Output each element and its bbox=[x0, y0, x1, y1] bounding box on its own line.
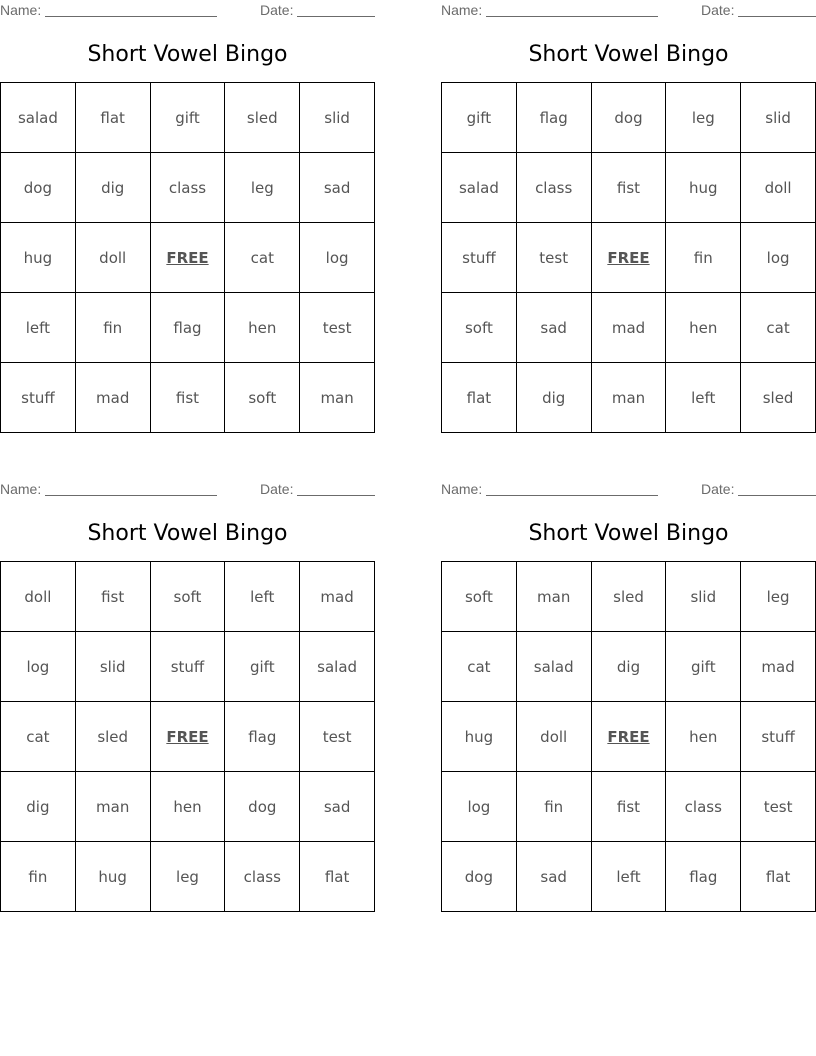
bingo-cell: cat bbox=[442, 632, 517, 702]
bingo-cell: log bbox=[1, 632, 76, 702]
date-label: Date: bbox=[260, 481, 294, 497]
bingo-cell: salad bbox=[1, 83, 76, 153]
bingo-cell: soft bbox=[151, 562, 226, 632]
bingo-cell: stuff bbox=[442, 223, 517, 293]
bingo-cell: stuff bbox=[741, 702, 816, 772]
bingo-cell: hen bbox=[666, 702, 741, 772]
bingo-cell: cat bbox=[741, 293, 816, 363]
bingo-cell: salad bbox=[517, 632, 592, 702]
bingo-cell: mad bbox=[76, 363, 151, 433]
bingo-cell: mad bbox=[741, 632, 816, 702]
card-header bbox=[441, 2, 816, 18]
name-field[interactable] bbox=[486, 495, 658, 496]
bingo-cell: gift bbox=[442, 83, 517, 153]
bingo-cell: fist bbox=[151, 363, 226, 433]
bingo-cell: man bbox=[300, 363, 375, 433]
bingo-cell: sled bbox=[225, 83, 300, 153]
bingo-cell: dog bbox=[442, 842, 517, 912]
bingo-cell: mad bbox=[300, 562, 375, 632]
bingo-card bbox=[0, 0, 375, 432]
bingo-cell: leg bbox=[741, 562, 816, 632]
name-field[interactable] bbox=[45, 495, 217, 496]
bingo-cell: dig bbox=[592, 632, 667, 702]
bingo-cell: soft bbox=[442, 562, 517, 632]
bingo-cell: flag bbox=[517, 83, 592, 153]
bingo-cell: sad bbox=[300, 153, 375, 223]
bingo-grid bbox=[441, 82, 816, 433]
bingo-cell: flag bbox=[666, 842, 741, 912]
bingo-cell: doll bbox=[741, 153, 816, 223]
bingo-cell: soft bbox=[225, 363, 300, 433]
bingo-cell: cat bbox=[225, 223, 300, 293]
bingo-cell: hug bbox=[1, 223, 76, 293]
bingo-cell: leg bbox=[151, 842, 226, 912]
bingo-cell: stuff bbox=[151, 632, 226, 702]
bingo-card bbox=[0, 479, 375, 911]
bingo-cell: test bbox=[517, 223, 592, 293]
bingo-cell: gift bbox=[151, 83, 226, 153]
bingo-cell: slid bbox=[76, 632, 151, 702]
name-label: Name: bbox=[0, 2, 42, 18]
bingo-cell: test bbox=[741, 772, 816, 842]
bingo-cell: log bbox=[300, 223, 375, 293]
bingo-cell: flat bbox=[741, 842, 816, 912]
bingo-cell: mad bbox=[592, 293, 667, 363]
bingo-cell: dig bbox=[76, 153, 151, 223]
bingo-cell: doll bbox=[76, 223, 151, 293]
name-field[interactable] bbox=[45, 16, 217, 17]
bingo-cell: cat bbox=[1, 702, 76, 772]
bingo-cell: flat bbox=[300, 842, 375, 912]
bingo-cell: hen bbox=[666, 293, 741, 363]
bingo-cell: leg bbox=[225, 153, 300, 223]
card-header bbox=[0, 481, 375, 497]
bingo-cell: fist bbox=[76, 562, 151, 632]
date-label: Date: bbox=[701, 481, 735, 497]
bingo-cell: log bbox=[741, 223, 816, 293]
free-space-cell: FREE bbox=[592, 223, 667, 293]
card-title: Short Vowel Bingo bbox=[87, 42, 288, 67]
bingo-cell: slid bbox=[300, 83, 375, 153]
bingo-cell: soft bbox=[442, 293, 517, 363]
free-space-cell: FREE bbox=[592, 702, 667, 772]
bingo-cell: salad bbox=[300, 632, 375, 702]
bingo-cell: test bbox=[300, 702, 375, 772]
card-title: Short Vowel Bingo bbox=[528, 42, 729, 67]
bingo-grid bbox=[441, 561, 816, 912]
bingo-cell: doll bbox=[517, 702, 592, 772]
date-label: Date: bbox=[260, 2, 294, 18]
bingo-cell: man bbox=[517, 562, 592, 632]
bingo-cell: sled bbox=[592, 562, 667, 632]
bingo-cell: gift bbox=[666, 632, 741, 702]
bingo-cell: fist bbox=[592, 153, 667, 223]
bingo-cell: gift bbox=[225, 632, 300, 702]
card-title: Short Vowel Bingo bbox=[87, 521, 288, 546]
bingo-cell: leg bbox=[666, 83, 741, 153]
free-space-cell: FREE bbox=[151, 702, 226, 772]
name-label: Name: bbox=[441, 481, 483, 497]
bingo-cell: left bbox=[1, 293, 76, 363]
bingo-cell: class bbox=[666, 772, 741, 842]
bingo-cell: fin bbox=[666, 223, 741, 293]
date-field[interactable] bbox=[297, 495, 375, 496]
bingo-cell: stuff bbox=[1, 363, 76, 433]
bingo-cell: slid bbox=[666, 562, 741, 632]
date-field[interactable] bbox=[297, 16, 375, 17]
bingo-cell: fist bbox=[592, 772, 667, 842]
bingo-cell: man bbox=[592, 363, 667, 433]
bingo-cell: hen bbox=[151, 772, 226, 842]
bingo-cell: sled bbox=[76, 702, 151, 772]
bingo-grid bbox=[0, 561, 375, 912]
card-title: Short Vowel Bingo bbox=[528, 521, 729, 546]
bingo-cell: flat bbox=[442, 363, 517, 433]
bingo-cell: hen bbox=[225, 293, 300, 363]
name-label: Name: bbox=[441, 2, 483, 18]
bingo-cell: man bbox=[76, 772, 151, 842]
bingo-cell: fin bbox=[1, 842, 76, 912]
bingo-cell: left bbox=[225, 562, 300, 632]
date-field[interactable] bbox=[738, 16, 816, 17]
bingo-cell: fin bbox=[517, 772, 592, 842]
bingo-cell: slid bbox=[741, 83, 816, 153]
date-label: Date: bbox=[701, 2, 735, 18]
bingo-cell: class bbox=[151, 153, 226, 223]
bingo-cell: doll bbox=[1, 562, 76, 632]
bingo-cell: class bbox=[225, 842, 300, 912]
bingo-cell: flag bbox=[151, 293, 226, 363]
bingo-cell: fin bbox=[76, 293, 151, 363]
free-space-cell: FREE bbox=[151, 223, 226, 293]
bingo-cell: dog bbox=[1, 153, 76, 223]
bingo-card bbox=[441, 479, 816, 911]
bingo-cell: hug bbox=[76, 842, 151, 912]
bingo-cell: sad bbox=[517, 293, 592, 363]
date-field[interactable] bbox=[738, 495, 816, 496]
card-header bbox=[441, 481, 816, 497]
bingo-cell: dig bbox=[1, 772, 76, 842]
bingo-cell: hug bbox=[666, 153, 741, 223]
bingo-cell: dog bbox=[225, 772, 300, 842]
bingo-cell: dig bbox=[517, 363, 592, 433]
name-field[interactable] bbox=[486, 16, 658, 17]
name-label: Name: bbox=[0, 481, 42, 497]
bingo-cell: flat bbox=[76, 83, 151, 153]
bingo-grid bbox=[0, 82, 375, 433]
bingo-cell: left bbox=[592, 842, 667, 912]
bingo-cell: hug bbox=[442, 702, 517, 772]
bingo-cell: class bbox=[517, 153, 592, 223]
bingo-cell: dog bbox=[592, 83, 667, 153]
bingo-card bbox=[441, 0, 816, 432]
bingo-cell: left bbox=[666, 363, 741, 433]
bingo-cell: test bbox=[300, 293, 375, 363]
card-header bbox=[0, 2, 375, 18]
bingo-cell: sad bbox=[517, 842, 592, 912]
bingo-cell: log bbox=[442, 772, 517, 842]
bingo-cell: salad bbox=[442, 153, 517, 223]
bingo-cell: sad bbox=[300, 772, 375, 842]
bingo-cell: flag bbox=[225, 702, 300, 772]
bingo-cell: sled bbox=[741, 363, 816, 433]
